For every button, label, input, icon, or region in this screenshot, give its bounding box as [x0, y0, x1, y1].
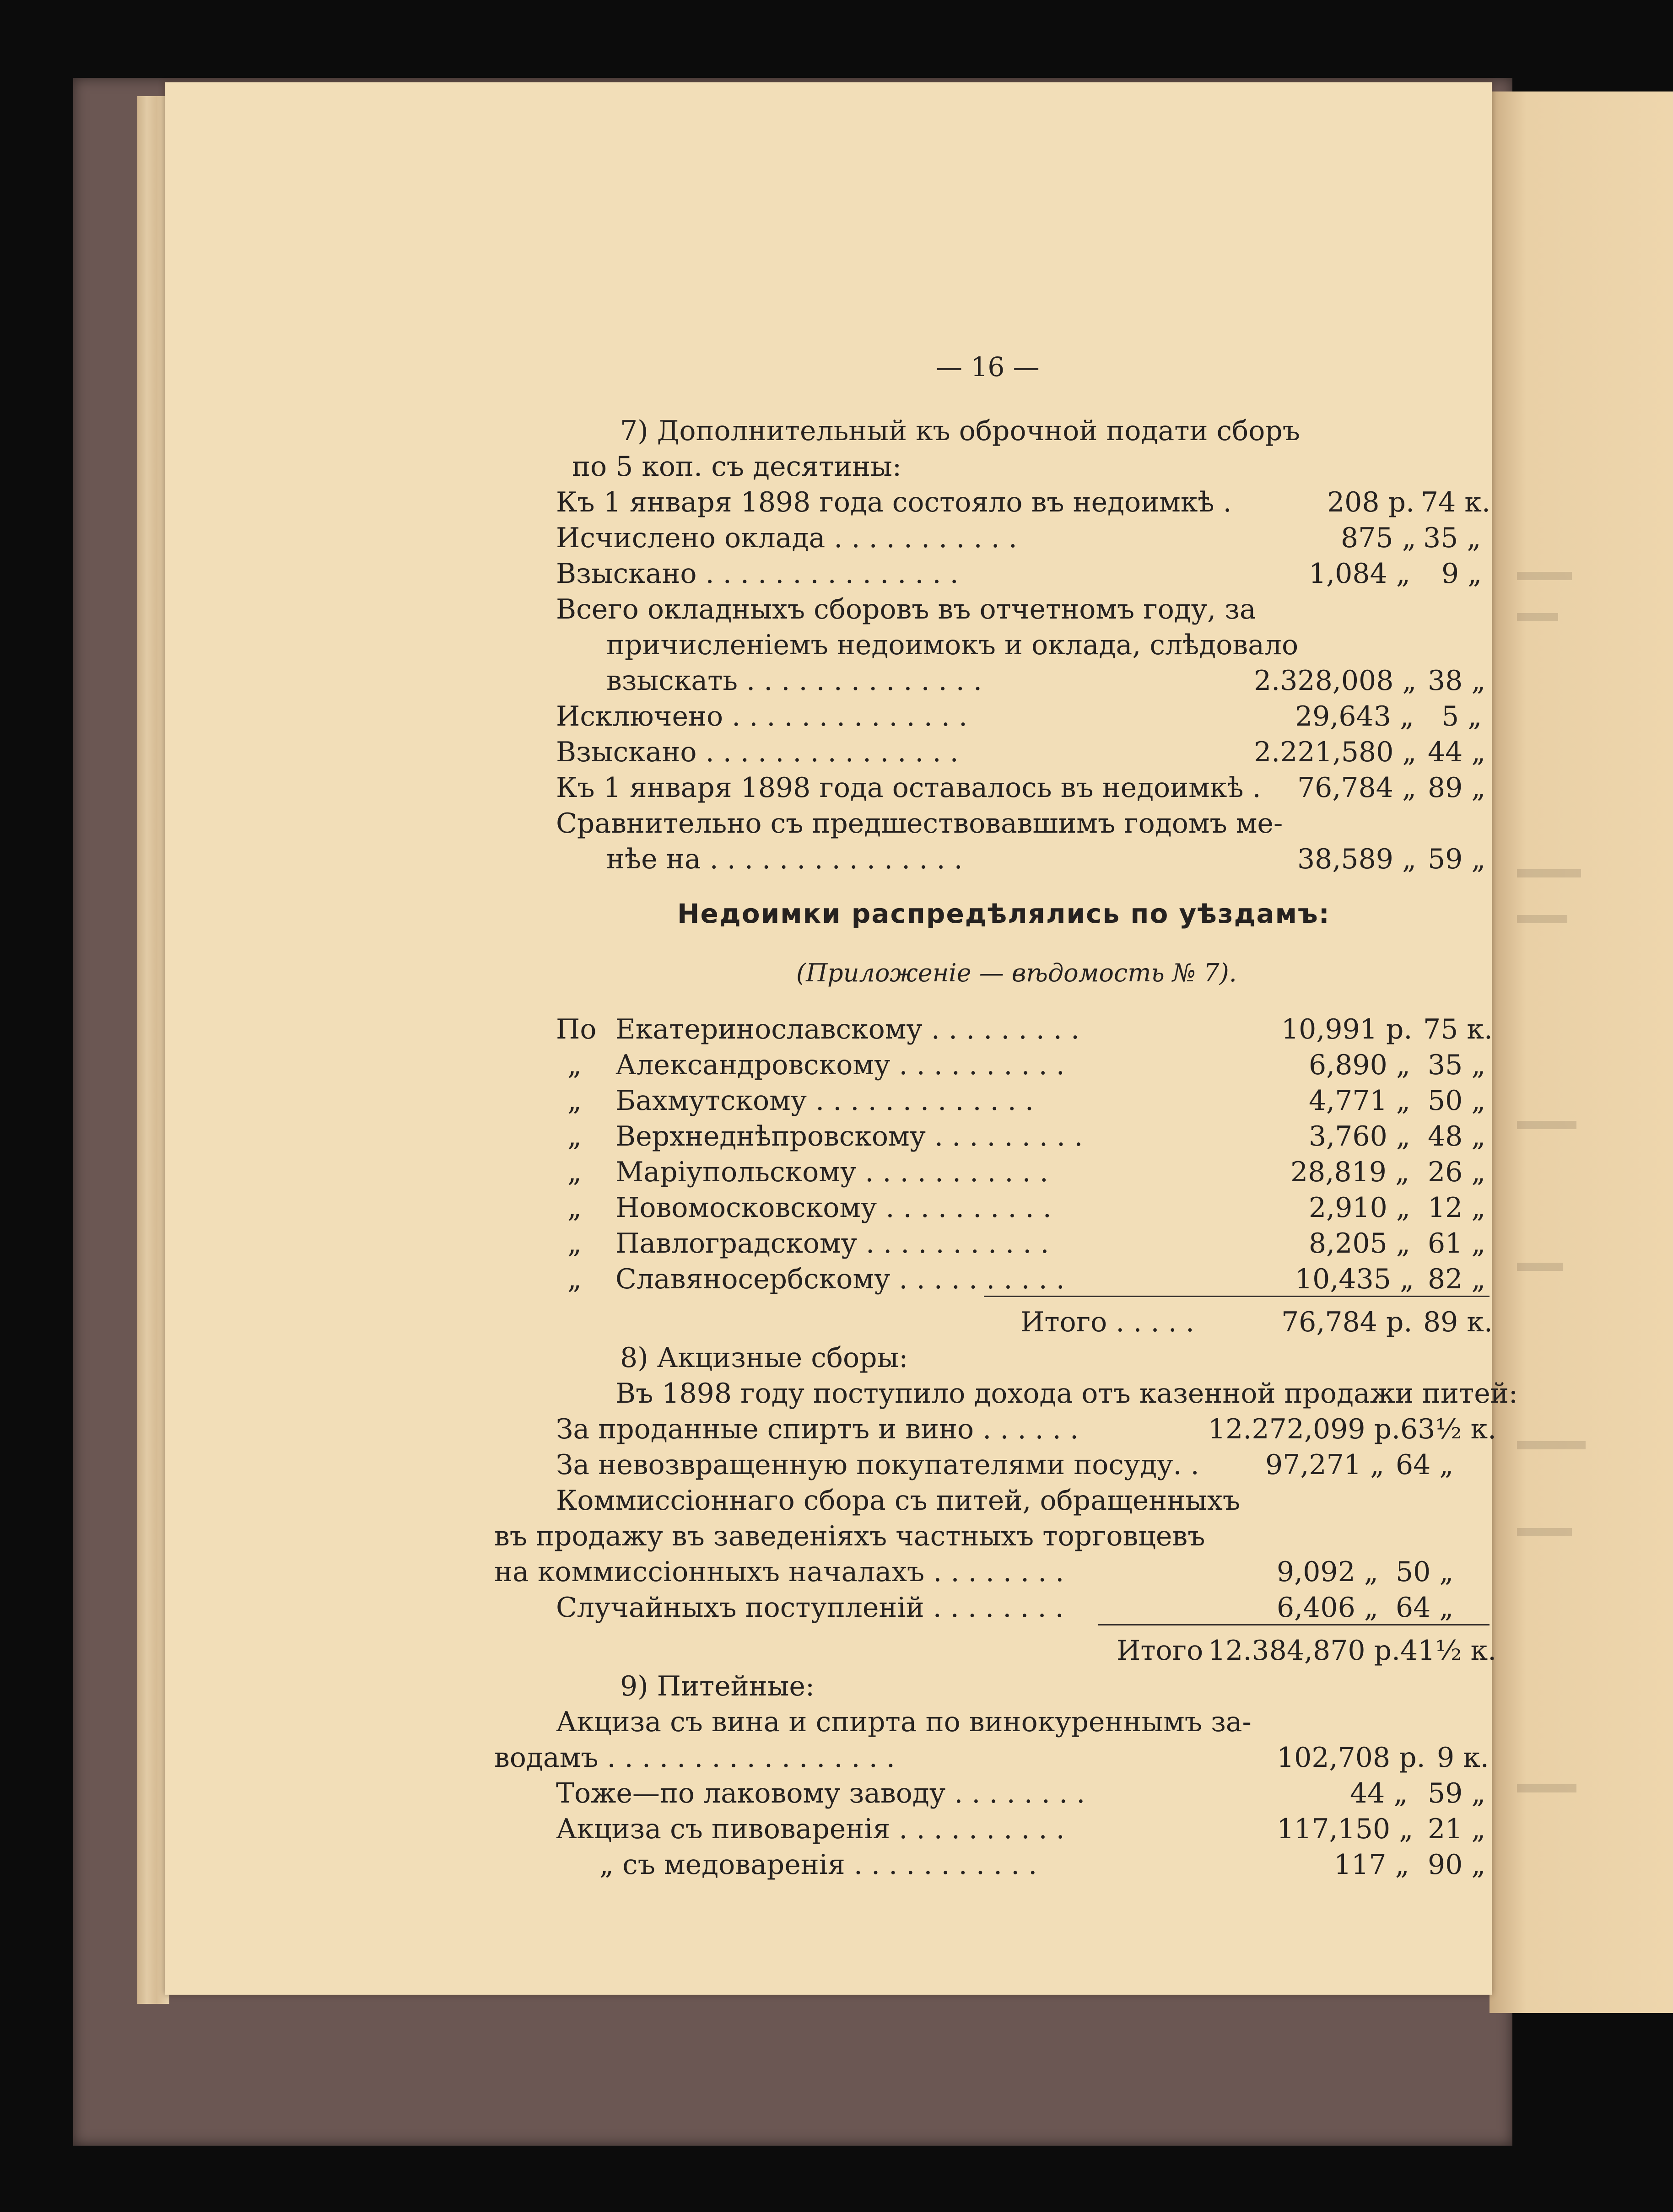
district-prefix: „: [567, 1263, 582, 1295]
s9-row-label: Акциза съ вина и спирта по винокуреннымъ за-: [556, 1706, 1252, 1738]
s9-row-kop: 59 „: [1428, 1777, 1486, 1809]
s8-row-kop: 50 „: [1396, 1556, 1454, 1588]
district-name: Верхнеднѣпровскому . . . . . . . . .: [615, 1120, 1083, 1152]
s8-row-amount: 12.272,099 р.: [1208, 1413, 1401, 1445]
district-prefix: „: [567, 1227, 582, 1259]
s7-row-amount: 2.328,008 „: [1254, 665, 1417, 697]
district-amount: 10,991 р.: [1281, 1013, 1413, 1045]
district-prefix: „: [567, 1085, 582, 1117]
s7-row-label: взыскать . . . . . . . . . . . . . .: [606, 665, 982, 697]
district-amount: 2,910 „: [1309, 1192, 1410, 1224]
s8-row-label: на коммиссіонныхъ началахъ . . . . . . . .: [494, 1556, 1064, 1588]
district-name: Екатеринославскому . . . . . . . . .: [615, 1013, 1080, 1045]
section9-heading: 9) Питейные:: [620, 1670, 815, 1702]
section8-heading: 8) Акцизные сборы:: [620, 1342, 908, 1374]
s8-row-label: Коммиссіоннаго сбора съ питей, обращенныхъ: [556, 1485, 1241, 1517]
districts-subheading: (Приложеніе — вѣдомость № 7).: [796, 958, 1237, 987]
section8-total-amount: 12.384,870 р.: [1208, 1635, 1401, 1667]
s7-row-kop: 9 „: [1441, 558, 1482, 590]
district-kop: 35 „: [1428, 1049, 1486, 1081]
s7-row-kop: 44 „: [1428, 736, 1486, 768]
s8-row-label: За проданные спиртъ и вино . . . . . .: [556, 1413, 1079, 1445]
s7-row-label: причисленіемъ недоимокъ и оклада, слѣдовало: [606, 629, 1299, 661]
s7-row-kop: 35 „: [1423, 522, 1481, 554]
s7-row-amount: 875 „: [1341, 522, 1416, 554]
district-kop: 61 „: [1428, 1227, 1486, 1259]
district-kop: 82 „: [1428, 1263, 1486, 1295]
s9-row-label: „ съ медоваренія . . . . . . . . . . .: [599, 1849, 1037, 1881]
s7-row-kop: 38 „: [1428, 665, 1486, 697]
district-prefix: „: [567, 1049, 582, 1081]
s7-row-amount: 29,643 „: [1295, 700, 1414, 732]
s7-row-label: нѣе на . . . . . . . . . . . . . . .: [606, 843, 963, 875]
district-name: Славяносербскому . . . . . . . . . .: [615, 1263, 1065, 1295]
s8-row-amount: 97,271 „: [1265, 1449, 1385, 1481]
district-kop: 75 к.: [1423, 1013, 1493, 1045]
district-kop: 12 „: [1428, 1192, 1486, 1224]
s9-row-amount: 117 „: [1334, 1849, 1409, 1881]
s7-row-label: Взыскано . . . . . . . . . . . . . . .: [556, 558, 959, 590]
s9-row-kop: 21 „: [1428, 1813, 1486, 1845]
district-amount: 6,890 „: [1309, 1049, 1410, 1081]
total-rule: [984, 1296, 1490, 1297]
s7-row-amount: 38,589 „: [1297, 843, 1417, 875]
s7-row-label: Всего окладныхъ сборовъ въ отчетномъ году, за: [556, 593, 1256, 625]
districts-total-amount: 76,784 р.: [1281, 1306, 1413, 1338]
district-name: Маріупольскому . . . . . . . . . . .: [615, 1156, 1048, 1188]
s9-row-kop: 9 к.: [1437, 1742, 1489, 1774]
s7-row-label: Къ 1 января 1898 года оставалось въ недоимкѣ .: [556, 772, 1261, 804]
district-name: Бахмутскому . . . . . . . . . . . . .: [615, 1085, 1034, 1117]
s8-row-amount: 9,092 „: [1277, 1556, 1378, 1588]
s7-row-amount: 76,784 „: [1297, 772, 1417, 804]
district-amount: 3,760 „: [1309, 1120, 1410, 1152]
s9-row-amount: 117,150 „: [1277, 1813, 1414, 1845]
page-number: — 16 —: [936, 351, 1040, 382]
s8-row-kop: 64 „: [1396, 1449, 1454, 1481]
district-prefix: По: [556, 1013, 597, 1045]
section8-total-label: Итого: [1117, 1635, 1203, 1667]
districts-total-kop: 89 к.: [1423, 1306, 1493, 1338]
s8-row-label: Случайныхъ поступленій . . . . . . . .: [556, 1592, 1064, 1624]
s9-row-kop: 90 „: [1428, 1849, 1486, 1881]
s7-row-amount: 2.221,580 „: [1254, 736, 1417, 768]
district-kop: 48 „: [1428, 1120, 1486, 1152]
s7-row-label: Взыскано . . . . . . . . . . . . . . .: [556, 736, 959, 768]
s8-row-label: въ продажу въ заведеніяхъ частныхъ торговцевъ: [494, 1520, 1205, 1552]
bleed-through-text: [1517, 91, 1673, 2013]
district-name: Павлоградскому . . . . . . . . . . .: [615, 1227, 1049, 1259]
adjacent-page: [1490, 91, 1673, 2013]
district-prefix: „: [567, 1156, 582, 1188]
section7-heading: 7) Дополнительный къ оброчной подати сборъ: [620, 415, 1300, 447]
total-rule: [1098, 1624, 1490, 1625]
s7-row-amount: 1,084 „: [1309, 558, 1410, 590]
s7-row-amount: 208 р.: [1327, 486, 1415, 518]
section8-total-kop: 41½ к.: [1400, 1635, 1497, 1667]
district-kop: 50 „: [1428, 1085, 1486, 1117]
s7-row-label: Исключено . . . . . . . . . . . . . .: [556, 700, 968, 732]
s9-row-label: водамъ . . . . . . . . . . . . . . . . .: [494, 1742, 895, 1774]
district-kop: 26 „: [1428, 1156, 1486, 1188]
district-amount: 4,771 „: [1309, 1085, 1410, 1117]
s8-row-kop: 64 „: [1396, 1592, 1454, 1624]
s7-row-kop: 5 „: [1441, 700, 1482, 732]
s7-row-kop: 74 к.: [1421, 486, 1490, 518]
s8-row-label: За невозвращенную покупателями посуду. .: [556, 1449, 1199, 1481]
s7-row-label: Исчислено оклада . . . . . . . . . . .: [556, 522, 1017, 554]
s7-row-label: Сравнительно съ предшествовавшимъ годомъ ме-: [556, 807, 1283, 840]
section8-intro: Въ 1898 году поступило дохода отъ казенной продажи питей:: [615, 1378, 1518, 1410]
district-amount: 8,205 „: [1309, 1227, 1410, 1259]
district-prefix: „: [567, 1192, 582, 1224]
district-prefix: „: [567, 1120, 582, 1152]
s9-row-label: Тоже—по лаковому заводу . . . . . . . .: [556, 1777, 1085, 1809]
district-name: Александровскому . . . . . . . . . .: [615, 1049, 1065, 1081]
s8-row-amount: 6,406 „: [1277, 1592, 1378, 1624]
s7-row-kop: 59 „: [1428, 843, 1486, 875]
districts-total-label: Итого . . . . .: [1020, 1306, 1194, 1338]
district-amount: 28,819 „: [1290, 1156, 1410, 1188]
s7-row-label: Къ 1 января 1898 года состояло въ недоимкѣ .: [556, 486, 1232, 518]
section7-heading-cont: по 5 коп. съ десятины:: [572, 451, 902, 483]
s9-row-amount: 102,708 р.: [1277, 1742, 1425, 1774]
s9-row-label: Акциза съ пивоваренія . . . . . . . . . .: [556, 1813, 1065, 1845]
s7-row-kop: 89 „: [1428, 772, 1486, 804]
s8-row-kop: 63½ к.: [1400, 1413, 1497, 1445]
district-name: Новомосковскому . . . . . . . . . .: [615, 1192, 1052, 1224]
district-amount: 10,435 „: [1295, 1263, 1414, 1295]
s9-row-amount: 44 „: [1350, 1777, 1408, 1809]
districts-heading: Недоимки распредѣлялись по уѣздамъ:: [677, 898, 1330, 929]
